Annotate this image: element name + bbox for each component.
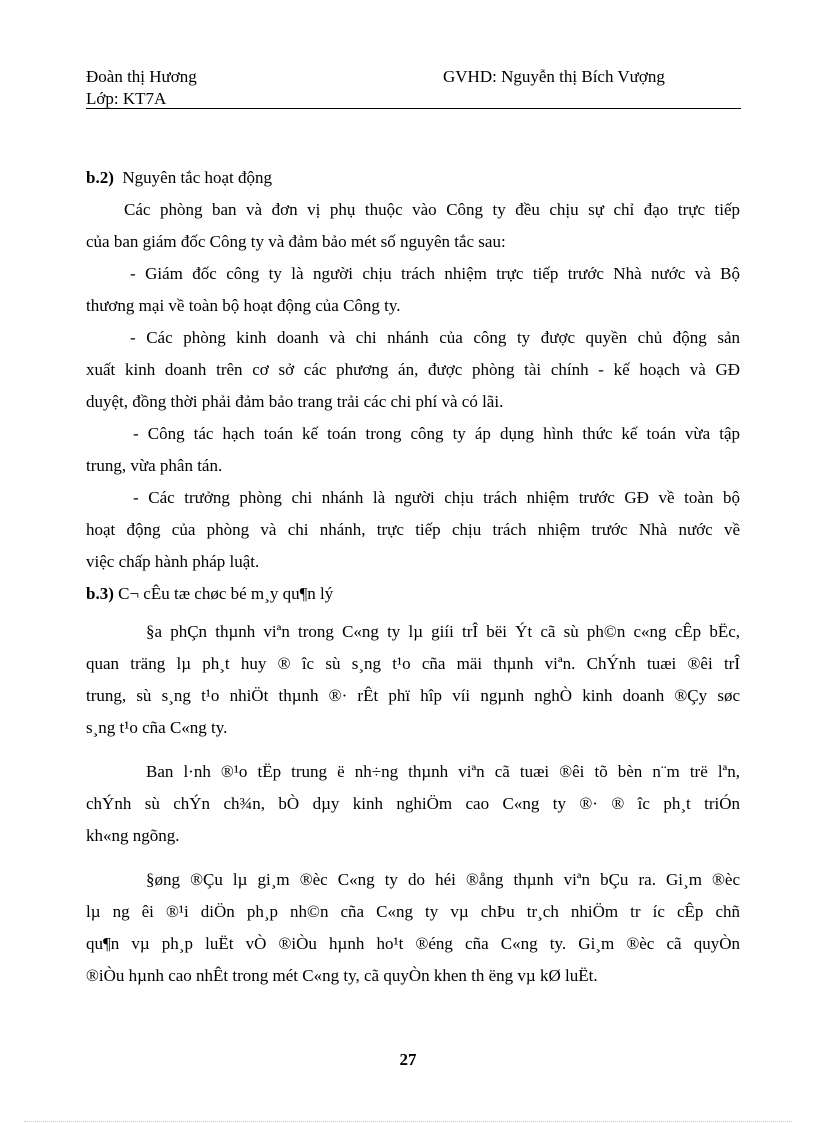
paragraph-line: §øng ®Çu lµ gi¸m ®èc C«ng ty do héi ®ång thµnh viªn bÇu ra. Gi¸m ®èc bbox=[146, 870, 740, 889]
paragraph-line: - Các trưởng phòng chi nhánh là người chịu trách nhiệm trước GĐ về toàn bộ bbox=[133, 488, 740, 507]
paragraph-line: kh«ng ngõng. bbox=[86, 826, 180, 845]
paragraph-line: - Giám đốc công ty là người chịu trách nhiệm trực tiếp trước Nhà nước và Bộ bbox=[130, 264, 740, 283]
paragraph-line: trung, vừa phân tán. bbox=[86, 456, 223, 475]
section-number: b.3) bbox=[86, 584, 114, 603]
paragraph-line: hoạt động của phòng và chi nhánh, trực tiếp chịu trách nhiệm trước Nhà nước về bbox=[86, 520, 740, 539]
section-title: C¬ cÊu tæ chøc bé m¸y qu¶n lý bbox=[118, 584, 334, 603]
page-header bbox=[86, 66, 742, 114]
section-heading-b2 bbox=[86, 162, 740, 194]
paragraph-line: s¸ng t¹o cña C«ng ty. bbox=[86, 718, 228, 737]
paragraph-line: việc chấp hành pháp luật. bbox=[86, 552, 260, 571]
paragraph-line: của ban giám đốc Công ty và đảm bảo mét số nguyên tắc sau: bbox=[86, 232, 506, 251]
page-number: 27 bbox=[399, 1050, 417, 1069]
paragraph-line: chÝnh sù chÝn ch¾n, bÒ dµy kinh nghiÖm cao C«ng ty ®· ® îc ph¸t triÓn bbox=[86, 794, 740, 813]
supervisor-name: GVHD: Nguyễn thị Bích Vượng bbox=[443, 67, 665, 86]
paragraph-line: Các phòng ban và đơn vị phụ thuộc vào Công ty đều chịu sự chỉ đạo trực tiếp bbox=[124, 200, 740, 219]
page-bottom-border bbox=[24, 1121, 792, 1122]
paragraph-line: trung, sù s¸ng t¹o nhiÖt thµnh ®· rÊt phï hîp víi ngµnh nghÒ kinh doanh ®Çy søc bbox=[86, 686, 740, 705]
paragraph-line: thương mại về toàn bộ hoạt động của Công ty. bbox=[86, 296, 401, 315]
paragraph-line: - Các phòng kinh doanh và chi nhánh của công ty được quyền chủ động sản bbox=[130, 328, 740, 347]
class-name: Lớp: KT7A bbox=[86, 89, 167, 108]
section-title: Nguyên tắc hoạt động bbox=[122, 168, 273, 187]
author-name: Đoàn thị Hương bbox=[86, 67, 197, 86]
paragraph-line: qu¶n vµ ph¸p luËt vÒ ®iÒu hµnh ho¹t ®éng cña C«ng ty. Gi¸m ®èc cã quyÒn bbox=[86, 934, 740, 953]
paragraph-line: duyệt, đồng thời phải đảm bảo trang trải các chi phí và có lãi. bbox=[86, 392, 504, 411]
section-number: b.2) bbox=[86, 168, 114, 187]
section-heading-b3 bbox=[86, 578, 740, 610]
paragraph-line: xuất kinh doanh trên cơ sở các phương án, được phòng tài chính - kế hoạch và GĐ bbox=[86, 360, 740, 379]
paragraph-line: §a phÇn thµnh viªn trong C«ng ty lµ giíi trÎ bëi Ýt cã sù ph©n c«ng cÊp bËc, bbox=[146, 622, 740, 641]
paragraph-line: Ban l·nh ®¹o tËp trung ë nh÷ng thµnh viªn cã tuæi ®êi tõ bèn n¨m trë lªn, bbox=[146, 762, 740, 781]
paragraph-line: quan träng lµ ph¸t huy ® îc sù s¸ng t¹o cña mäi thµnh viªn. ChÝnh tuæi ®êi trÎ bbox=[86, 654, 740, 673]
paragraph-line: lµ ng êi ®¹i diÖn ph¸p nh©n cña C«ng ty vµ chÞu tr¸ch nhiÖm tr íc cÊp chñ bbox=[86, 902, 740, 921]
header-divider bbox=[86, 108, 741, 109]
paragraph-line: - Công tác hạch toán kế toán trong công ty áp dụng hình thức kế toán vừa tập bbox=[133, 424, 740, 443]
document-body bbox=[86, 162, 740, 992]
paragraph-line: ®iÒu hµnh cao nhÊt trong mét C«ng ty, cã quyÒn khen th ëng vµ kØ luËt. bbox=[86, 966, 598, 985]
